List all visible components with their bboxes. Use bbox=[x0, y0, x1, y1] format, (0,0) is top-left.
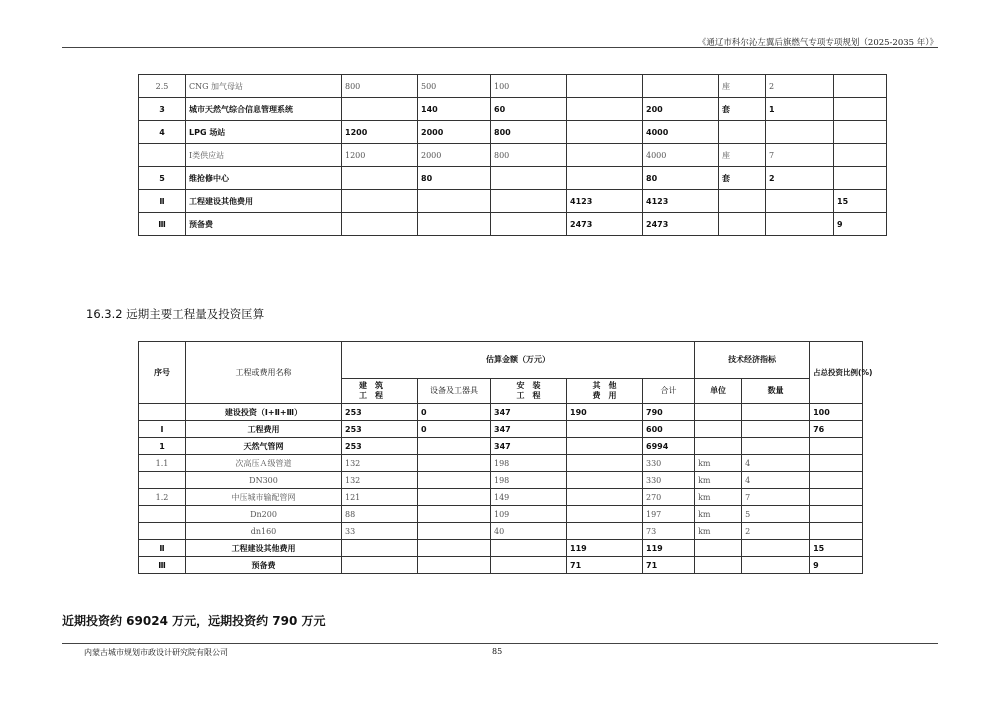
cell-no bbox=[139, 472, 186, 489]
cell-unit bbox=[719, 121, 766, 144]
cell-other bbox=[567, 144, 643, 167]
cell-total: 4123 bbox=[643, 190, 719, 213]
cell-build: 121 bbox=[342, 489, 418, 506]
cell-pct bbox=[810, 455, 863, 472]
cell-pct bbox=[834, 75, 887, 98]
cell-build: 132 bbox=[342, 472, 418, 489]
cell-name: 天然气管网 bbox=[186, 438, 342, 455]
table-row bbox=[139, 438, 863, 455]
cell-no: 5 bbox=[139, 167, 186, 190]
header-pct: 占总投资比例(%) bbox=[810, 342, 863, 404]
cell-total: 4000 bbox=[643, 121, 719, 144]
table-row bbox=[139, 557, 863, 574]
table-row bbox=[139, 523, 863, 540]
cell-equip: 0 bbox=[418, 404, 491, 421]
cell-qty bbox=[742, 421, 810, 438]
cell-pct bbox=[834, 121, 887, 144]
cell-qty bbox=[742, 438, 810, 455]
cell-name: Dn200 bbox=[186, 506, 342, 523]
cell-qty: 1 bbox=[766, 98, 834, 121]
table-row bbox=[139, 121, 887, 144]
cell-other: 71 bbox=[567, 557, 643, 574]
cell-total: 270 bbox=[643, 489, 695, 506]
cell-qty bbox=[742, 540, 810, 557]
cell-other bbox=[567, 455, 643, 472]
cell-qty: 2 bbox=[766, 167, 834, 190]
cell-no: 1.2 bbox=[139, 489, 186, 506]
cell-equip bbox=[418, 213, 491, 236]
cell-unit: 座 bbox=[719, 144, 766, 167]
cell-name: 工程建设其他费用 bbox=[186, 540, 342, 557]
cell-no: Ⅲ bbox=[139, 557, 186, 574]
cell-qty: 4 bbox=[742, 455, 810, 472]
cell-equip bbox=[418, 438, 491, 455]
cell-qty bbox=[742, 404, 810, 421]
cell-install: 198 bbox=[491, 455, 567, 472]
cell-no: 1 bbox=[139, 438, 186, 455]
cell-name: Ⅰ类供应站 bbox=[186, 144, 342, 167]
cell-build: 253 bbox=[342, 404, 418, 421]
cell-qty bbox=[742, 557, 810, 574]
header-install bbox=[491, 379, 567, 404]
cell-build bbox=[342, 540, 418, 557]
table2-body bbox=[139, 404, 863, 574]
cell-equip bbox=[418, 472, 491, 489]
cell-qty bbox=[766, 190, 834, 213]
cell-build: 253 bbox=[342, 438, 418, 455]
cell-total: 197 bbox=[643, 506, 695, 523]
page-number: 85 bbox=[492, 647, 503, 656]
cell-total: 71 bbox=[643, 557, 695, 574]
cell-name: 预备费 bbox=[186, 557, 342, 574]
cell-equip bbox=[418, 523, 491, 540]
header-no: 序号 bbox=[139, 342, 186, 404]
cell-no: 2.5 bbox=[139, 75, 186, 98]
cell-pct bbox=[810, 438, 863, 455]
cell-install: 347 bbox=[491, 404, 567, 421]
cell-install: 347 bbox=[491, 421, 567, 438]
table-row bbox=[139, 540, 863, 557]
cell-install: 60 bbox=[491, 98, 567, 121]
cell-total: 200 bbox=[643, 98, 719, 121]
cell-other bbox=[567, 167, 643, 190]
cell-qty: 5 bbox=[742, 506, 810, 523]
cell-unit bbox=[695, 557, 742, 574]
cell-other bbox=[567, 98, 643, 121]
cell-install bbox=[491, 213, 567, 236]
cell-other bbox=[567, 523, 643, 540]
cell-total: 80 bbox=[643, 167, 719, 190]
header-title: 《通辽市科尔沁左翼后旗燃气专项专项规划（2025-2035 年）》 bbox=[697, 38, 938, 48]
cell-pct bbox=[834, 167, 887, 190]
cell-pct: 15 bbox=[834, 190, 887, 213]
cell-install: 347 bbox=[491, 438, 567, 455]
cell-other bbox=[567, 489, 643, 506]
table-row bbox=[139, 472, 863, 489]
cell-build bbox=[342, 167, 418, 190]
cell-unit bbox=[695, 404, 742, 421]
cell-other bbox=[567, 421, 643, 438]
cell-build bbox=[342, 190, 418, 213]
cell-no: 4 bbox=[139, 121, 186, 144]
cell-qty: 7 bbox=[742, 489, 810, 506]
cell-pct bbox=[834, 98, 887, 121]
cell-unit bbox=[719, 190, 766, 213]
header-install-line2: 工 程 bbox=[516, 391, 541, 400]
cell-equip bbox=[418, 506, 491, 523]
header-other-line2: 费 用 bbox=[592, 391, 617, 400]
table-row bbox=[139, 404, 863, 421]
table-row bbox=[139, 213, 887, 236]
table-row bbox=[139, 75, 887, 98]
cell-pct bbox=[810, 489, 863, 506]
cell-no: Ⅰ bbox=[139, 421, 186, 438]
cell-unit: km bbox=[695, 523, 742, 540]
footer-rule bbox=[62, 643, 938, 644]
cell-equip: 2000 bbox=[418, 121, 491, 144]
cell-install: 800 bbox=[491, 144, 567, 167]
cell-install: 109 bbox=[491, 506, 567, 523]
header-build-line1: 建 筑 bbox=[359, 381, 383, 390]
cell-equip: 140 bbox=[418, 98, 491, 121]
cell-name: LPG 场站 bbox=[186, 121, 342, 144]
cell-name: dn160 bbox=[186, 523, 342, 540]
cell-no bbox=[139, 144, 186, 167]
cell-equip bbox=[418, 489, 491, 506]
cell-unit: km bbox=[695, 472, 742, 489]
header-tech: 技术经济指标 bbox=[695, 342, 810, 379]
header-estimate: 估算金额（万元） bbox=[342, 342, 695, 379]
cell-qty: 4 bbox=[742, 472, 810, 489]
cell-total bbox=[643, 75, 719, 98]
cell-unit bbox=[695, 438, 742, 455]
header-rule bbox=[62, 47, 938, 48]
cell-install bbox=[491, 190, 567, 213]
cell-unit: km bbox=[695, 455, 742, 472]
cell-build bbox=[342, 557, 418, 574]
cell-total: 2473 bbox=[643, 213, 719, 236]
table-row bbox=[139, 167, 887, 190]
table-row bbox=[139, 98, 887, 121]
table-row bbox=[139, 421, 863, 438]
cell-equip: 2000 bbox=[418, 144, 491, 167]
cell-pct bbox=[810, 506, 863, 523]
cell-unit: 套 bbox=[719, 167, 766, 190]
cell-install: 800 bbox=[491, 121, 567, 144]
cell-install: 149 bbox=[491, 489, 567, 506]
header-build-line2: 工 程 bbox=[359, 391, 383, 400]
cell-install: 198 bbox=[491, 472, 567, 489]
cell-total: 6994 bbox=[643, 438, 695, 455]
cell-qty bbox=[766, 121, 834, 144]
cell-name: 维抢修中心 bbox=[186, 167, 342, 190]
cell-unit bbox=[695, 421, 742, 438]
table-row bbox=[139, 506, 863, 523]
table-row bbox=[139, 489, 863, 506]
cell-no: Ⅱ bbox=[139, 540, 186, 557]
cell-other: 119 bbox=[567, 540, 643, 557]
cell-build: 1200 bbox=[342, 121, 418, 144]
cell-other bbox=[567, 121, 643, 144]
table1-body bbox=[139, 75, 887, 236]
table-row bbox=[139, 455, 863, 472]
cell-pct bbox=[834, 144, 887, 167]
cell-total: 73 bbox=[643, 523, 695, 540]
cell-unit bbox=[719, 213, 766, 236]
cell-equip bbox=[418, 455, 491, 472]
cell-pct: 100 bbox=[810, 404, 863, 421]
section-heading: 16.3.2 远期主要工程量及投资匡算 bbox=[86, 307, 265, 321]
header-other-line1: 其 他 bbox=[592, 381, 617, 390]
cell-unit bbox=[695, 540, 742, 557]
cell-build bbox=[342, 213, 418, 236]
cell-pct: 15 bbox=[810, 540, 863, 557]
cell-no: Ⅲ bbox=[139, 213, 186, 236]
cell-total: 330 bbox=[643, 472, 695, 489]
cell-pct: 9 bbox=[834, 213, 887, 236]
cell-name: 城市天然气综合信息管理系统 bbox=[186, 98, 342, 121]
cell-equip: 80 bbox=[418, 167, 491, 190]
header-unit: 单位 bbox=[695, 379, 742, 404]
cell-total: 330 bbox=[643, 455, 695, 472]
cell-other bbox=[567, 75, 643, 98]
cell-install bbox=[491, 540, 567, 557]
cell-no: Ⅱ bbox=[139, 190, 186, 213]
cell-install: 100 bbox=[491, 75, 567, 98]
cell-qty: 2 bbox=[766, 75, 834, 98]
cell-total: 119 bbox=[643, 540, 695, 557]
cell-qty: 2 bbox=[742, 523, 810, 540]
cell-build: 800 bbox=[342, 75, 418, 98]
cell-name: 次高压Ａ级管道 bbox=[186, 455, 342, 472]
cell-build: 33 bbox=[342, 523, 418, 540]
cell-unit: 座 bbox=[719, 75, 766, 98]
cell-other: 190 bbox=[567, 404, 643, 421]
cell-no: 1.1 bbox=[139, 455, 186, 472]
investment-summary: 近期投资约 69024 万元，远期投资约 790 万元 bbox=[62, 614, 326, 628]
cell-name: CNG 加气母站 bbox=[186, 75, 342, 98]
footer-organization: 内蒙古城市规划市政设计研究院有限公司 bbox=[84, 648, 228, 657]
cell-equip bbox=[418, 540, 491, 557]
header-other bbox=[567, 379, 643, 404]
cell-equip: 500 bbox=[418, 75, 491, 98]
cell-install bbox=[491, 167, 567, 190]
cell-no bbox=[139, 404, 186, 421]
table-long-term-investment bbox=[138, 341, 873, 574]
cell-pct bbox=[810, 523, 863, 540]
cell-name: 建设投资（Ⅰ+Ⅱ+Ⅲ） bbox=[186, 404, 342, 421]
cell-name: DN300 bbox=[186, 472, 342, 489]
cell-no: 3 bbox=[139, 98, 186, 121]
cell-name: 预备费 bbox=[186, 213, 342, 236]
table-row bbox=[139, 144, 887, 167]
header-total: 合计 bbox=[643, 379, 695, 404]
cell-no bbox=[139, 523, 186, 540]
cell-name: 工程建设其他费用 bbox=[186, 190, 342, 213]
cell-build: 1200 bbox=[342, 144, 418, 167]
table-row bbox=[139, 190, 887, 213]
cell-pct: 9 bbox=[810, 557, 863, 574]
cell-build bbox=[342, 98, 418, 121]
header-build bbox=[342, 379, 418, 404]
header-name: 工程或费用名称 bbox=[186, 342, 342, 404]
cell-total: 4000 bbox=[643, 144, 719, 167]
table-near-term-continued bbox=[138, 74, 887, 236]
cell-unit: 套 bbox=[719, 98, 766, 121]
header-equip: 设备及工器具 bbox=[418, 379, 491, 404]
cell-total: 790 bbox=[643, 404, 695, 421]
cell-name: 中压城市输配管网 bbox=[186, 489, 342, 506]
cell-total: 600 bbox=[643, 421, 695, 438]
cell-other bbox=[567, 472, 643, 489]
cell-equip: 0 bbox=[418, 421, 491, 438]
header-qty: 数量 bbox=[742, 379, 810, 404]
cell-build: 88 bbox=[342, 506, 418, 523]
cell-other bbox=[567, 506, 643, 523]
cell-other: 4123 bbox=[567, 190, 643, 213]
cell-install bbox=[491, 557, 567, 574]
cell-other: 2473 bbox=[567, 213, 643, 236]
cell-build: 253 bbox=[342, 421, 418, 438]
cell-unit: km bbox=[695, 506, 742, 523]
cell-no bbox=[139, 506, 186, 523]
cell-equip bbox=[418, 190, 491, 213]
cell-qty: 7 bbox=[766, 144, 834, 167]
cell-unit: km bbox=[695, 489, 742, 506]
cell-name: 工程费用 bbox=[186, 421, 342, 438]
cell-pct: 76 bbox=[810, 421, 863, 438]
cell-equip bbox=[418, 557, 491, 574]
cell-qty bbox=[766, 213, 834, 236]
header-install-line1: 安 装 bbox=[516, 381, 541, 390]
cell-pct bbox=[810, 472, 863, 489]
cell-build: 132 bbox=[342, 455, 418, 472]
cell-other bbox=[567, 438, 643, 455]
cell-install: 40 bbox=[491, 523, 567, 540]
